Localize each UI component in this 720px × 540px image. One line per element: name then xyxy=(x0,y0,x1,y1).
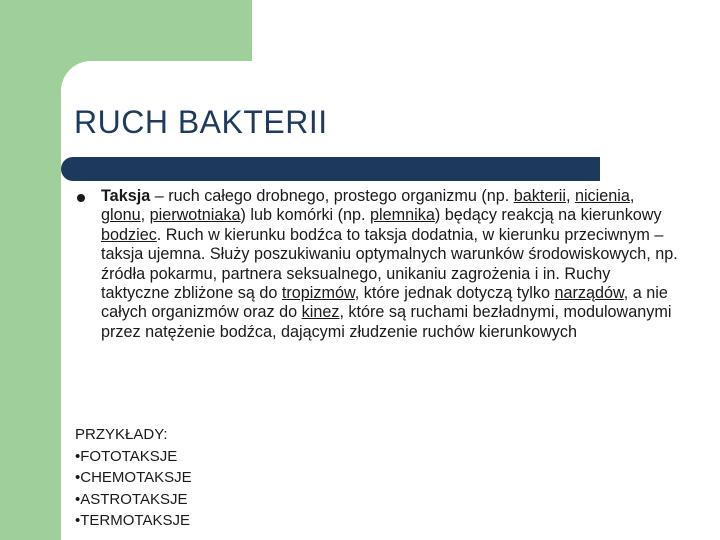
text-segment: , które jednak dotyczą tylko xyxy=(354,284,555,303)
link-kinez[interactable]: kinez xyxy=(301,303,340,322)
definition-paragraph xyxy=(101,187,681,342)
list-item: •TERMOTAKSJE xyxy=(75,512,190,529)
link-glonu[interactable]: glonu xyxy=(101,206,141,225)
link-nicienia[interactable]: nicienia xyxy=(574,187,630,205)
term-taksja: Taksja xyxy=(101,187,151,205)
text-segment: ) lub komórki (np. xyxy=(240,206,371,225)
link-bakterii[interactable]: bakterii xyxy=(513,187,566,205)
text-segment: , xyxy=(140,206,150,225)
link-tropizmow[interactable]: tropizmów xyxy=(281,284,355,303)
title-underline-bar xyxy=(61,157,600,181)
text-segment: . Ruch w kierunku bodźca to taksja dodatnia, w kierunku przeciwnym – taksja ujemna. Służy poszukiwaniu optymalnych warunków środowiskowych, np. źródła pokarmu, partnera seksualnego, unikaniu zagrożenia i in. Ruchy taktyczne zbliżone są do xyxy=(101,225,678,303)
link-bodziec[interactable]: bodziec xyxy=(101,225,157,244)
text-segment: , xyxy=(565,187,575,205)
text-segment: ) będący reakcją na kierunkowy xyxy=(434,206,662,225)
slide-title: RUCH BAKTERII xyxy=(74,104,328,140)
text-segment: , xyxy=(629,187,635,205)
link-pierwotniaka[interactable]: pierwotniaka xyxy=(149,206,241,225)
list-item: •ASTROTAKSJE xyxy=(75,490,188,508)
list-item: •CHEMOTAKSJE xyxy=(75,469,192,486)
text-segment: , które są ruchami bezładnymi, modulowanymi przez natężenie bodźca, dającymi złudzenie ruchów kierunkowych xyxy=(101,303,672,341)
list-item: •FOTOTAKSJE xyxy=(75,447,178,465)
bullet-icon xyxy=(77,194,85,202)
text-segment: – ruch całego drobnego, prostego organizmu (np. xyxy=(150,187,514,205)
examples-heading: PRZYKŁADY: xyxy=(75,426,168,443)
link-plemnika[interactable]: plemnika xyxy=(370,206,435,225)
link-narzadow[interactable]: narządów xyxy=(554,284,624,303)
text-segment: , a nie całych organizmów oraz do xyxy=(101,284,668,322)
examples-list xyxy=(75,424,192,532)
